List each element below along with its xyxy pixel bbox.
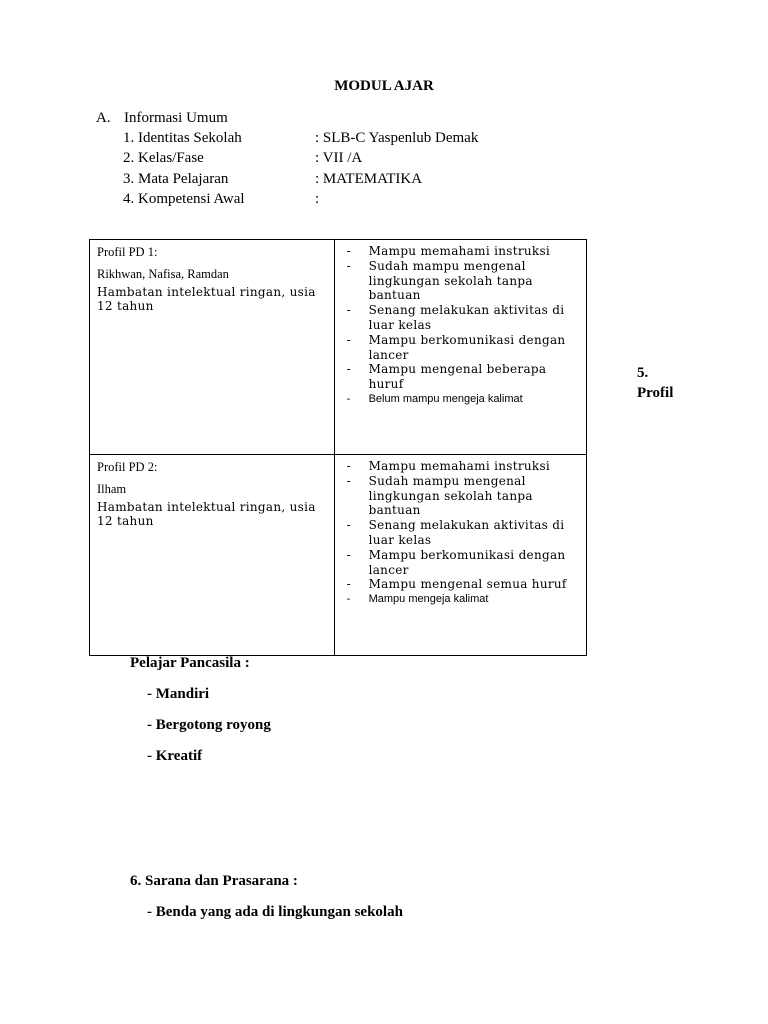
list-item [345,474,580,518]
section-a-heading [96,110,228,127]
dash-bullet: - [346,473,351,488]
info-value: : VII /A [315,150,363,166]
ability-text: Mampu mengenal beberapa huruf [368,362,547,392]
list-item: - Mandiri [147,686,210,702]
ability-text: Mampu berkomunikasi dengan lancer [368,547,566,577]
list-item [345,592,580,606]
profile-row-1 [90,240,587,455]
profile-2-names: Ilham [97,482,127,496]
list-item [345,259,580,303]
ability-text: Mampu berkomunikasi dengan lancer [368,332,566,362]
dash-bullet: - [346,459,351,473]
list-item [345,303,580,333]
profile-2-abilities-cell [334,455,586,656]
profile-1-abilities-cell [334,240,586,455]
list-item: - Bergotong royong [147,717,271,733]
list-item [345,244,580,259]
profile-1-names: Rikhwan, Nafisa, Ramdan [97,267,229,281]
dash-bullet: - [346,547,351,562]
info-row-kompetensi [123,191,319,208]
list-item: - Kreatif [147,748,203,764]
profile-2-description: Hambatan intelektual ringan, usia 12 tahun [97,500,316,528]
info-key: 3. Mata Pelajaran [123,171,229,187]
profile-1-label: Profil PD 1: [97,245,158,259]
info-row-identitas [123,130,478,147]
profile-2-label: Profil PD 2: [97,460,158,474]
ability-text: Senang melakukan aktivitas di luar kelas [368,518,565,547]
list-item [345,333,580,363]
list-item [345,518,580,548]
document-title: MODUL AJAR [334,78,434,94]
info-row-kelas [123,150,362,167]
list-item [345,459,580,474]
list-item [345,362,580,392]
section-a-label: Informasi Umum [124,110,228,126]
ability-text: Senang melakukan aktivitas di luar kelas [368,303,565,332]
side-profile-label: Profil [637,385,674,401]
section-a-letter: A. [96,110,111,126]
ability-text: Mampu memahami instruksi [368,244,551,258]
dash-bullet: - [346,258,351,273]
profile-2-abilities-list [345,459,580,606]
dash-bullet: - [346,577,351,592]
info-key: 4. Kompetensi Awal [123,191,245,207]
profile-1-identity-cell [90,240,335,455]
info-key: 1. Identitas Sekolah [123,130,242,146]
ability-text: Sudah mampu mengenal lingkungan sekolah tanpa bantuan [368,258,533,303]
dash-bullet: - [346,303,351,318]
list-item [345,392,580,406]
info-value: : SLB-C Yaspenlub Demak [315,130,479,146]
dash-bullet: - [346,362,351,377]
dash-bullet: - [346,518,351,533]
info-value: : [315,191,320,207]
info-value: : MATEMATIKA [315,171,423,187]
ability-text: Mampu mengenal semua huruf [368,577,567,592]
dash-bullet: - [346,593,351,606]
ability-text: Mampu mengeja kalimat [368,593,489,606]
profile-row-2 [90,455,587,656]
list-item [345,548,580,578]
pelajar-pancasila-title: Pelajar Pancasila : [130,655,250,671]
profile-2-identity-cell [90,455,335,656]
ability-text: Sudah mampu mengenal lingkungan sekolah tanpa bantuan [368,473,533,518]
side-profile-number: 5. [637,365,649,381]
side-profile-heading [637,363,697,403]
sarana-prasarana-title: 6. Sarana dan Prasarana : [130,873,298,889]
ability-text: Belum mampu mengeja kalimat [368,392,523,405]
list-item: - Benda yang ada di lingkungan sekolah [147,904,403,920]
profile-table [89,239,587,656]
info-key: 2. Kelas/Fase [123,150,204,166]
dash-bullet: - [346,332,351,347]
dash-bullet: - [346,392,351,405]
list-item [345,577,580,592]
info-row-mapel [123,171,422,188]
dash-bullet: - [346,244,351,258]
profile-1-description: Hambatan intelektual ringan, usia 12 tahun [97,285,316,313]
profile-1-abilities-list [345,244,580,406]
ability-text: Mampu memahami instruksi [368,459,551,473]
